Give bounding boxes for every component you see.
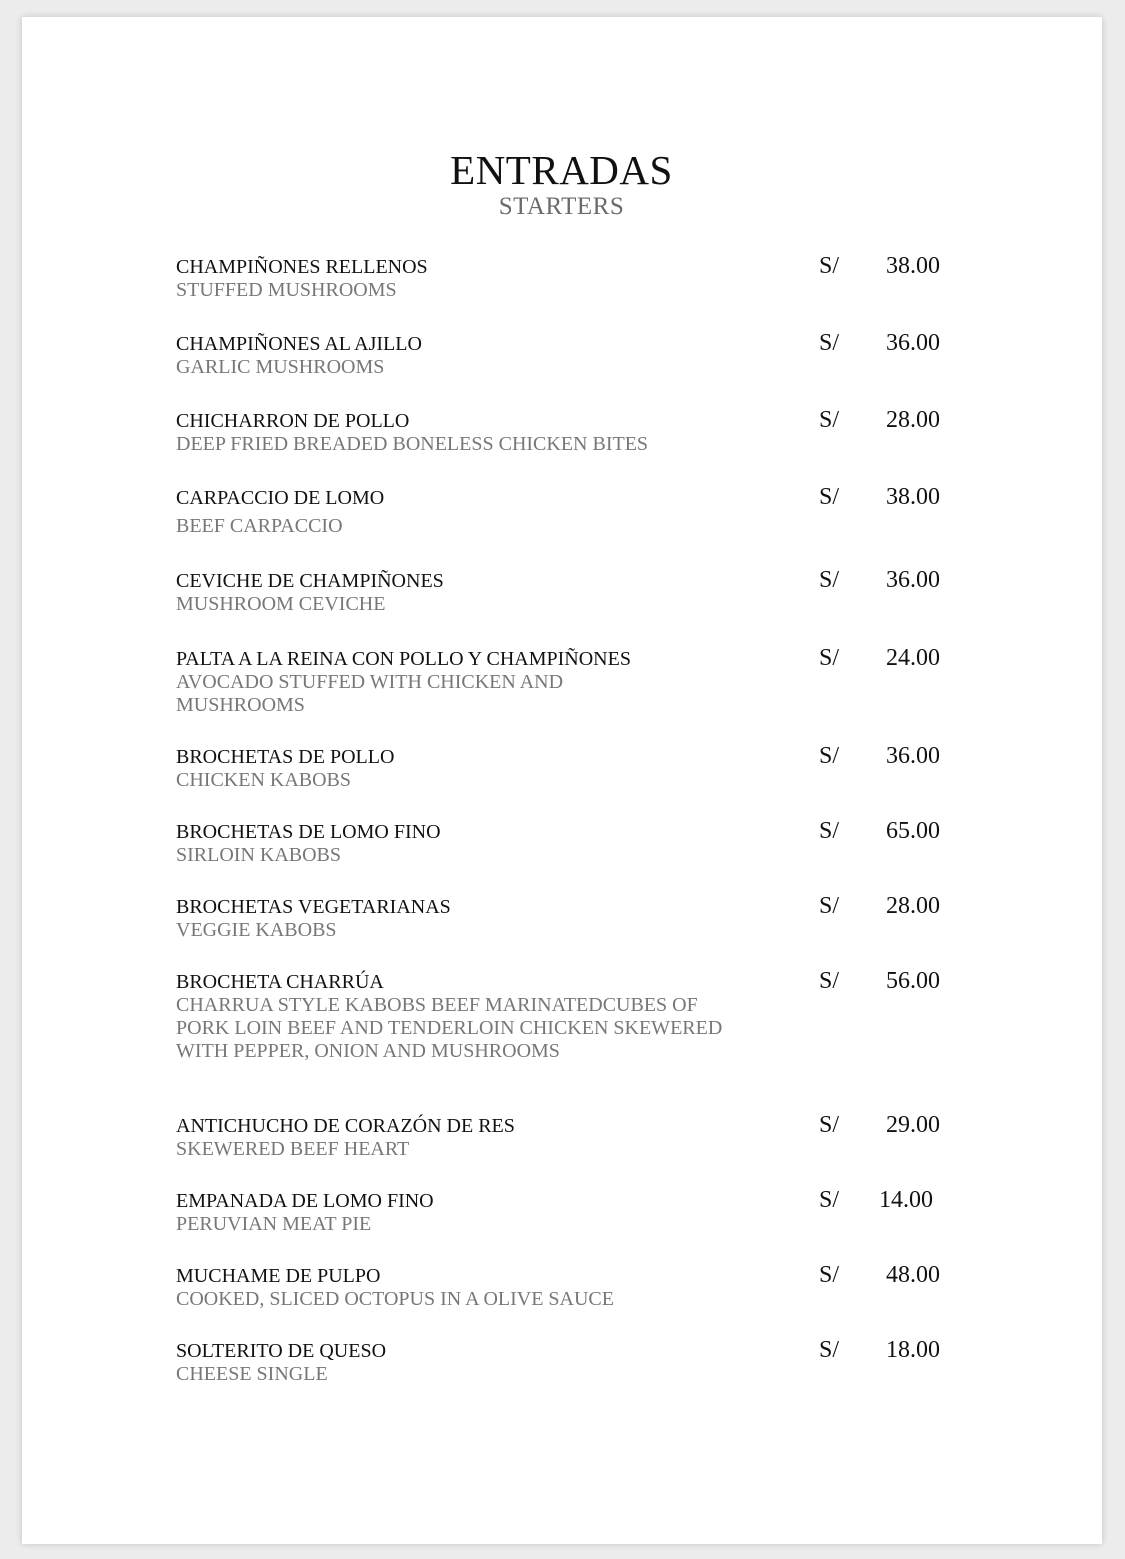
item-currency: S/ <box>819 645 840 671</box>
item-name: CHICHARRON DE POLLO <box>176 410 410 432</box>
item-name: PALTA A LA REINA CON POLLO Y CHAMPIÑONES <box>176 648 631 670</box>
item-description: MUSHROOM CEVICHE <box>176 593 386 615</box>
item-currency: S/ <box>819 968 840 994</box>
item-name: BROCHETAS DE POLLO <box>176 746 395 768</box>
item-description: SIRLOIN KABOBS <box>176 844 342 866</box>
item-currency: S/ <box>819 893 840 919</box>
item-price: 48.00 <box>886 1262 940 1288</box>
item-currency: S/ <box>819 330 840 356</box>
item-description: PERUVIAN MEAT PIE <box>176 1213 372 1235</box>
item-name: SOLTERITO DE QUESO <box>176 1340 387 1362</box>
item-currency: S/ <box>819 1187 840 1213</box>
item-description: AVOCADO STUFFED WITH CHICKEN AND MUSHROOMS <box>176 671 564 716</box>
page-subtitle: STARTERS <box>498 193 625 220</box>
item-price: 36.00 <box>886 567 940 593</box>
item-currency: S/ <box>819 407 840 433</box>
item-price: 29.00 <box>886 1112 940 1138</box>
item-price: 24.00 <box>886 645 940 671</box>
item-description: SKEWERED BEEF HEART <box>176 1138 410 1160</box>
item-description: CHEESE SINGLE <box>176 1363 328 1385</box>
item-price: 56.00 <box>886 968 940 994</box>
item-price: 28.00 <box>886 893 940 919</box>
item-name: CHAMPIÑONES AL AJILLO <box>176 333 422 355</box>
item-description: GARLIC MUSHROOMS <box>176 356 385 378</box>
item-description: VEGGIE KABOBS <box>176 919 337 941</box>
item-name: CEVICHE DE CHAMPIÑONES <box>176 570 444 592</box>
item-name: BROCHETA CHARRÚA <box>176 971 384 993</box>
item-description: DEEP FRIED BREADED BONELESS CHICKEN BITES <box>176 433 649 455</box>
item-currency: S/ <box>819 567 840 593</box>
item-currency: S/ <box>819 1112 840 1138</box>
item-price: 38.00 <box>886 484 940 510</box>
item-price: 36.00 <box>886 330 940 356</box>
item-currency: S/ <box>819 253 840 279</box>
page-title: ENTRADAS <box>450 147 673 193</box>
item-name: ANTICHUCHO DE CORAZÓN DE RES <box>176 1115 515 1137</box>
item-name: CARPACCIO DE LOMO <box>176 487 385 509</box>
item-description: BEEF CARPACCIO <box>176 515 343 537</box>
item-price: 14.00 <box>879 1187 933 1213</box>
item-name: BROCHETAS DE LOMO FINO <box>176 821 441 843</box>
item-name: MUCHAME DE PULPO <box>176 1265 381 1287</box>
item-description: COOKED, SLICED OCTOPUS IN A OLIVE SAUCE <box>176 1288 614 1310</box>
item-price: 38.00 <box>886 253 940 279</box>
item-name: CHAMPIÑONES RELLENOS <box>176 256 428 278</box>
item-price: 28.00 <box>886 407 940 433</box>
item-name: EMPANADA DE LOMO FINO <box>176 1190 434 1212</box>
item-currency: S/ <box>819 818 840 844</box>
item-description: STUFFED MUSHROOMS <box>176 279 397 301</box>
item-description: CHICKEN KABOBS <box>176 769 352 791</box>
item-description: CHARRUA STYLE KABOBS BEEF MARINATEDCUBES OF PORK LOIN BEEF AND TENDERLOIN CHICKEN SKEWERED WITH PEPPER, ONION AND MUSHROOMS <box>176 994 723 1062</box>
item-currency: S/ <box>819 1262 840 1288</box>
item-currency: S/ <box>819 484 840 510</box>
item-price: 18.00 <box>886 1337 940 1363</box>
item-price: 36.00 <box>886 743 940 769</box>
item-name: BROCHETAS VEGETARIANAS <box>176 896 451 918</box>
item-price: 65.00 <box>886 818 940 844</box>
item-currency: S/ <box>819 743 840 769</box>
item-currency: S/ <box>819 1337 840 1363</box>
